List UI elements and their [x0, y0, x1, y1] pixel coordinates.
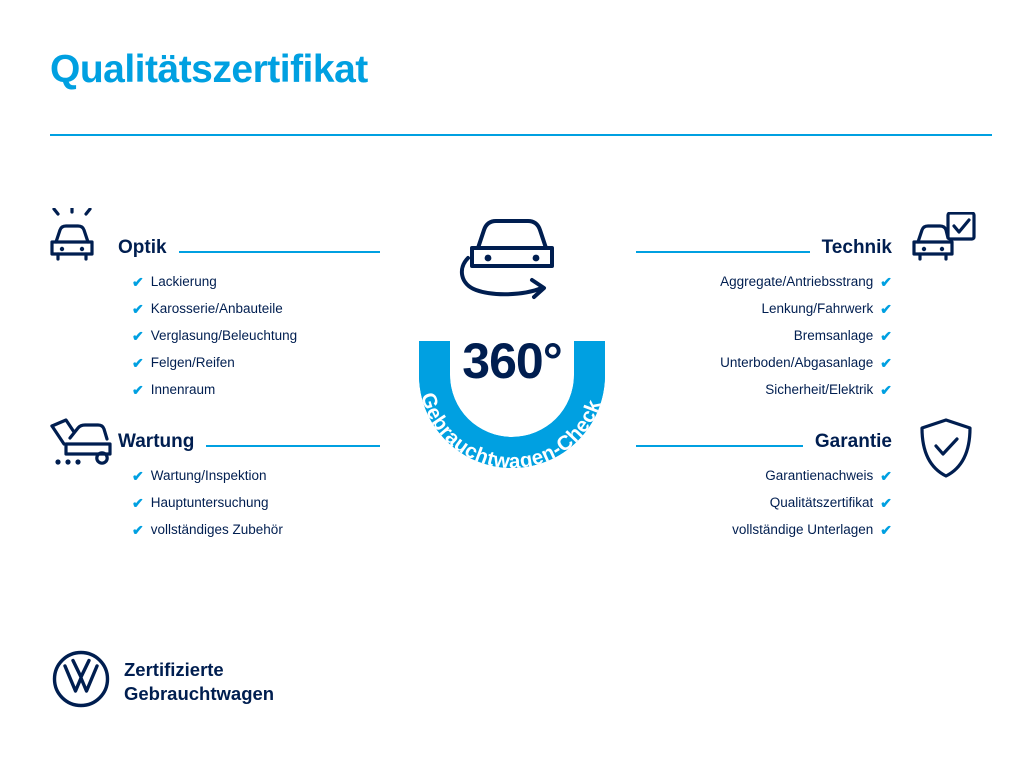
list-item [636, 275, 892, 289]
list-item-label: Aggregate/Antriebsstrang [720, 274, 874, 290]
footer-line-2: Gebrauchtwagen [124, 682, 275, 704]
check-icon: ✔ [880, 495, 892, 511]
vw-logo [52, 650, 110, 713]
list-item [118, 329, 380, 343]
section-optik-title: Optik [118, 237, 167, 258]
list-item-label: Lackierung [150, 274, 217, 290]
list-item [636, 496, 892, 510]
list-item-label: Hauptuntersuchung [150, 495, 269, 511]
list-item [636, 383, 892, 397]
section-garantie-header [636, 432, 892, 451]
list-item [118, 275, 380, 289]
check-icon: ✔ [880, 301, 892, 317]
list-item [636, 523, 892, 537]
list-item [118, 383, 380, 397]
list-item-label: Wartung/Inspektion [150, 468, 267, 484]
section-optik-rule [179, 251, 380, 253]
section-wartung [118, 432, 380, 553]
check-icon: ✔ [880, 382, 892, 398]
badge-value: 360° [462, 333, 562, 389]
list-item-label: Bremsanlage [793, 328, 874, 344]
title-divider [50, 134, 992, 136]
section-garantie-title: Garantie [814, 431, 892, 452]
section-wartung-header [118, 432, 380, 451]
section-wartung-list [118, 469, 380, 537]
list-item-label: vollständiges Zubehör [150, 522, 283, 538]
list-item [118, 469, 380, 483]
check-icon: ✔ [132, 328, 144, 344]
check-icon: ✔ [132, 495, 144, 511]
shield-check-icon [918, 418, 974, 485]
center-badge [372, 200, 652, 500]
ring-label: Gebrauchtwagen-Check [416, 389, 606, 474]
check-icon: ✔ [880, 355, 892, 371]
list-item [118, 523, 380, 537]
list-item [636, 302, 892, 316]
car-polish-icon [48, 208, 118, 275]
section-technik [636, 238, 892, 413]
car-inspection-checklist-icon [912, 212, 978, 273]
section-garantie-list [636, 469, 892, 537]
check-icon: ✔ [132, 355, 144, 371]
section-wartung-rule [206, 445, 380, 447]
section-technik-title: Technik [821, 237, 892, 258]
car-lift-service-icon [48, 418, 120, 479]
list-item-label: Unterboden/Abgasanlage [720, 355, 874, 371]
list-item-label: vollständige Unterlagen [732, 522, 874, 538]
list-item-label: Felgen/Reifen [150, 355, 235, 371]
check-icon: ✔ [132, 522, 144, 538]
list-item-label: Lenkung/Fahrwerk [761, 301, 874, 317]
section-technik-header [636, 238, 892, 257]
check-icon: ✔ [132, 382, 144, 398]
list-item [636, 329, 892, 343]
section-wartung-title: Wartung [118, 431, 195, 452]
list-item-label: Karosserie/Anbauteile [150, 301, 283, 317]
check-icon: ✔ [132, 468, 144, 484]
list-item [118, 496, 380, 510]
check-icon: ✔ [132, 301, 144, 317]
list-item-label: Sicherheit/Elektrik [765, 382, 874, 398]
footer [52, 650, 274, 713]
section-garantie-rule [636, 445, 803, 447]
check-icon: ✔ [880, 328, 892, 344]
section-technik-rule [636, 251, 810, 253]
check-icon: ✔ [880, 522, 892, 538]
list-item-label: Innenraum [150, 382, 216, 398]
list-item [636, 469, 892, 483]
section-technik-list [636, 275, 892, 397]
section-optik-list [118, 275, 380, 397]
section-optik [118, 238, 380, 413]
list-item-label: Verglasung/Beleuchtung [150, 328, 298, 344]
page-title: Qualitätszertifikat [50, 48, 368, 91]
list-item [118, 356, 380, 370]
list-item [636, 356, 892, 370]
list-item-label: Garantienachweis [765, 468, 874, 484]
section-garantie [636, 432, 892, 553]
footer-text [124, 658, 274, 704]
check-icon: ✔ [880, 274, 892, 290]
section-optik-header [118, 238, 380, 257]
list-item-label: Qualitätszertifikat [769, 495, 874, 511]
footer-line-1: Zertifizierte [124, 659, 224, 681]
list-item [118, 302, 380, 316]
check-icon: ✔ [880, 468, 892, 484]
check-icon: ✔ [132, 274, 144, 290]
